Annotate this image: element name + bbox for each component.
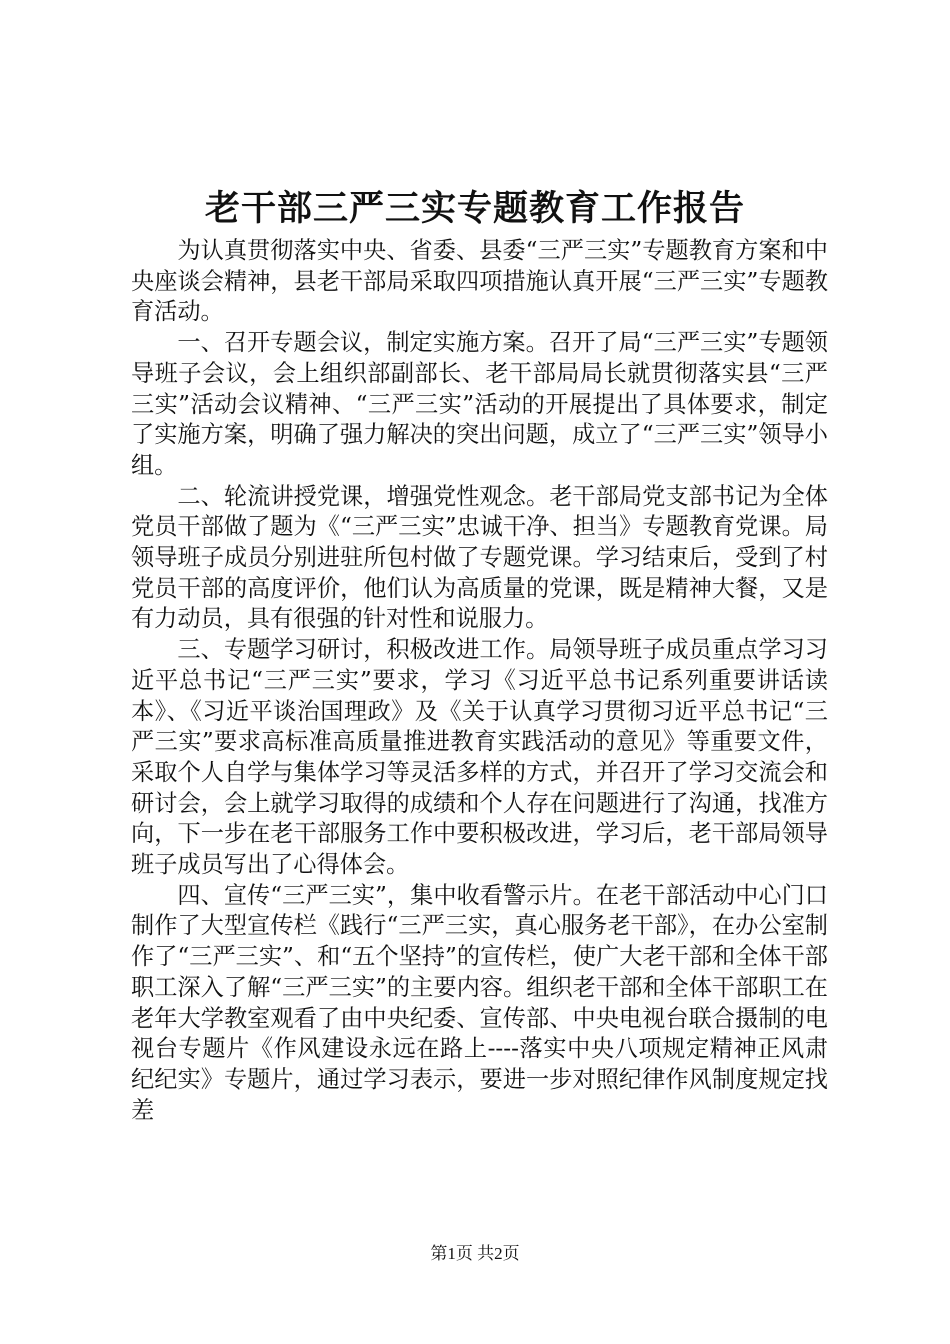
page-number: 第1页: [430, 1244, 473, 1263]
intro-paragraph: 为认真贯彻落实中央、省委、县委“三严三实”专题教育方案和中央座谈会精神，县老干部局采取四项措施认真开展“三严三实”专题教育活动。: [131, 237, 828, 326]
total-pages: 共2页: [477, 1244, 520, 1263]
document-body: [131, 236, 828, 1126]
page-footer: [0, 1242, 950, 1266]
section-1-paragraph: 一、召开专题会议，制定实施方案。召开了局“三严三实”专题领导班子会议，会上组织部副部长、老干部局局长就贯彻落实县“三严三实”活动会议精神、“三严三实”活动的开展提出了具体要求，制定了实施方案，明确了强力解决的突出问题，成立了“三严三实”领导小组。: [131, 329, 828, 479]
document-title: 老干部三严三实专题教育工作报告: [204, 189, 745, 229]
section-3-paragraph: 三、专题学习研讨，积极改进工作。局领导班子成员重点学习习近平总书记“三严三实”要求，学习《习近平总书记系列重要讲话读本》、《习近平谈治国理政》及《关于认真学习贯彻习近平总书记“三严三实”要求高标准高质量推进教育实践活动的意见》等重要文件，采取个人自学与集体学习等灵活多样的方式，并召开了学习交流会和研讨会，会上就学习取得的成绩和个人存在问题进行了沟通，找准方向，下一步在老干部服务工作中要积极改进，学习后，老干部局领导班子成员写出了心得体会。: [131, 636, 828, 879]
section-4-paragraph: 四、宣传“三严三实”，集中收看警示片。在老干部活动中心门口制作了大型宣传栏《践行“三严三实，真心服务老干部》，在办公室制作了“三严三实”、和“五个坚持”的宣传栏，使广大老干部和全体干部职工深入了解“三严三实”的主要内容。组织老干部和全体干部职工在老年大学教室观看了由中央纪委、宣传部、中央电视台联合摄制的电视台专题片《作风建设永远在路上----落实中央八项规定精神正风肃纪纪实》专题片，通过学习表示，要进一步对照纪律作风制度规定找差: [131, 881, 828, 1124]
section-2-paragraph: 二、轮流讲授党课，增强党性观念。老干部局党支部书记为全体党员干部做了题为《“三严三实”忠诚干净、担当》专题教育党课。局领导班子成员分别进驻所包村做了专题党课。学习结束后，受到了村党员干部的高度评价，他们认为高质量的党课，既是精神大餐，又是有力动员，具有很强的针对性和说服力。: [131, 482, 828, 633]
